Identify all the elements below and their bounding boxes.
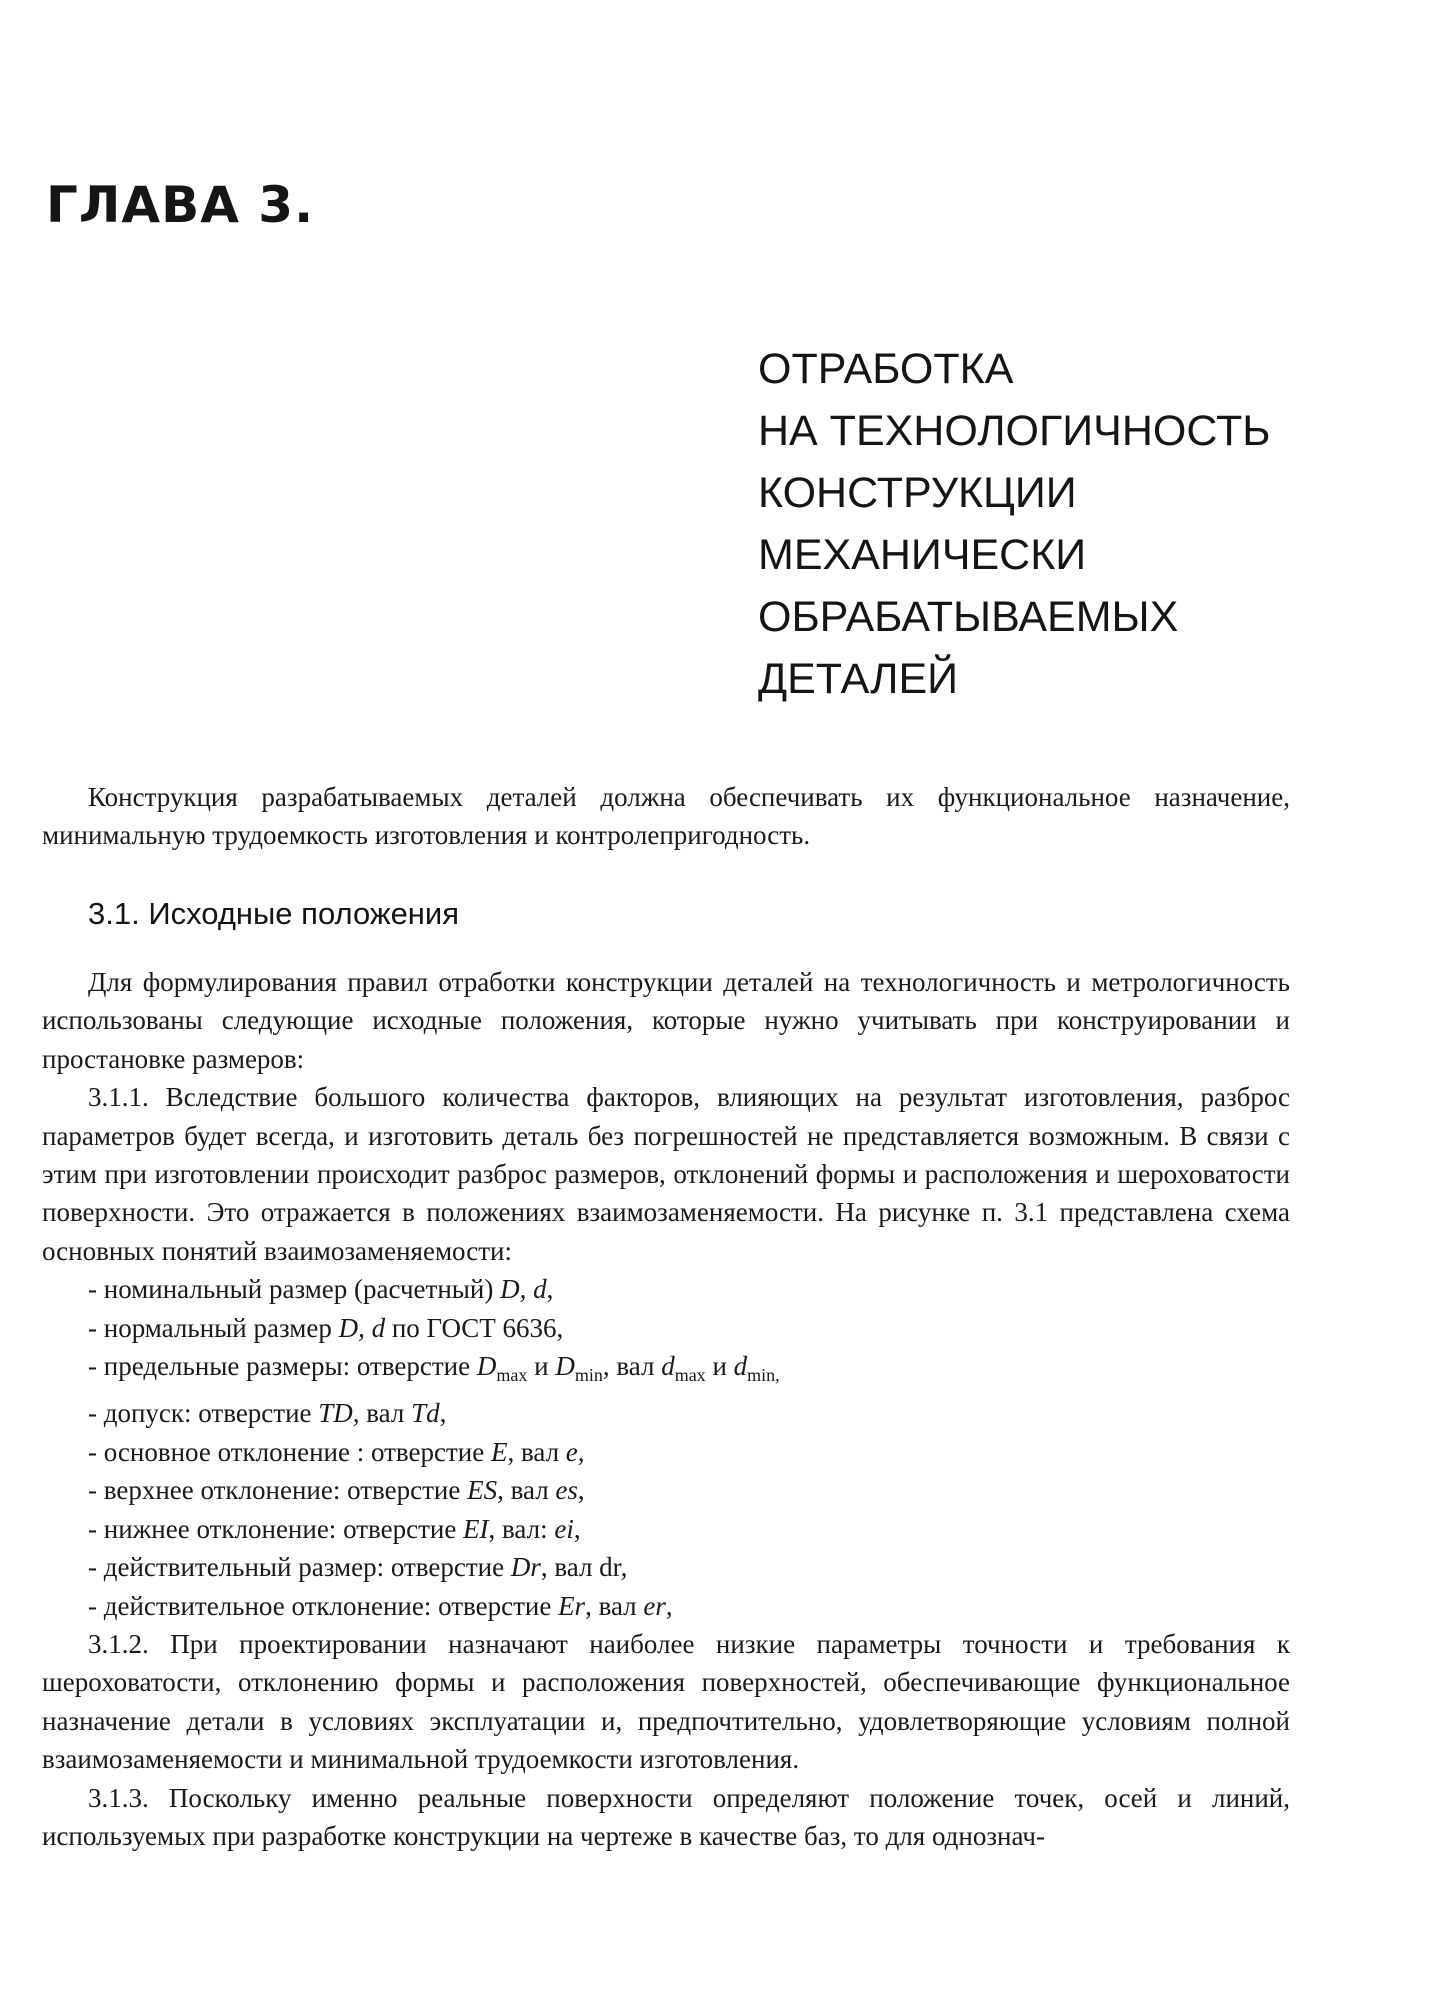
list-item: - основное отклонение : отверстие E, вал e, (88, 1436, 585, 1467)
section-body (42, 963, 1290, 1855)
chapter-title (758, 338, 1270, 710)
intro-paragraph: Конструкция разрабатываемых деталей должна обеспечивать их функциональное назначение, минимальную трудоемкость изготовления и контролепригодность. (42, 782, 1290, 850)
list-item: - нижнее отклонение: отверстие EI, вал: ei, (88, 1513, 581, 1544)
chapter-title-line: ОТРАБОТКА (758, 345, 1014, 393)
list-item: - действительное отклонение: отверстие Er, вал er, (88, 1590, 673, 1621)
list-item: - верхнее отклонение: отверстие ES, вал es, (88, 1475, 585, 1506)
chapter-title-line: ДЕТАЛЕЙ (758, 655, 959, 703)
paragraph: Для формулирования правил отработки конструкции деталей на технологичность и метрологичность использованы следующие исходные положения, которые нужно учитывать при конструировании и простановке размеров: (42, 967, 1290, 1074)
list-item: - действительный размер: отверстие Dr, вал dr, (88, 1552, 628, 1583)
section-heading: 3.1. Исходные положения (88, 896, 460, 931)
list-item: - нормальный размер D, d по ГОСТ 6636, (88, 1312, 564, 1343)
list-item: - номинальный размер (расчетный) D, d, (88, 1274, 554, 1305)
chapter-title-line: ОБРАБАТЫВАЕМЫХ (758, 593, 1179, 641)
list-item: - предельные размеры: отверстие $D_{max}$ и $D_{min}$, вал $d_{max}$ и $d_{min,}$ (88, 1351, 780, 1386)
paragraph-3-1-2: 3.1.2. При проектировании назначают наиболее низкие параметры точности и требования к шероховатости, отклонению формы и расположения поверхностей, обеспечивающие функциональное назначение детали в условиях эксплуатации и, предпочтительно, удовлетворяющие условиям полной взаимозаменяемости и минимальной трудоемкости изготовления. (42, 1628, 1290, 1775)
chapter-title-line: КОНСТРУКЦИИ (758, 469, 1077, 517)
paragraph-3-1-3: 3.1.3. Поскольку именно реальные поверхности определяют положение точек, осей и линий, используемых при разработке конструкции на чертеже в качестве баз, то для однознач- (42, 1782, 1290, 1851)
chapter-title-line: НА ТЕХНОЛОГИЧНОСТЬ (758, 407, 1271, 455)
paragraph-3-1-1: 3.1.1. Вследствие большого количества факторов, влияющих на результат изготовления, разброс параметров будет всегда, и изготовить деталь без погрешностей не представляется возможным. В связи с этим при изготовлении происходит разброс размеров, отклонений формы и расположения и шероховатости поверхности. Это отражается в положениях взаимозаменяемости. На рисунке п. 3.1 представлена схема основных понятий взаимозаменяемости: (42, 1082, 1290, 1266)
chapter-label: ГЛАВА 3. (46, 176, 315, 234)
chapter-title-line: МЕХАНИЧЕСКИ (758, 531, 1087, 579)
list-item: - допуск: отверстие TD, вал Td, (88, 1398, 447, 1429)
